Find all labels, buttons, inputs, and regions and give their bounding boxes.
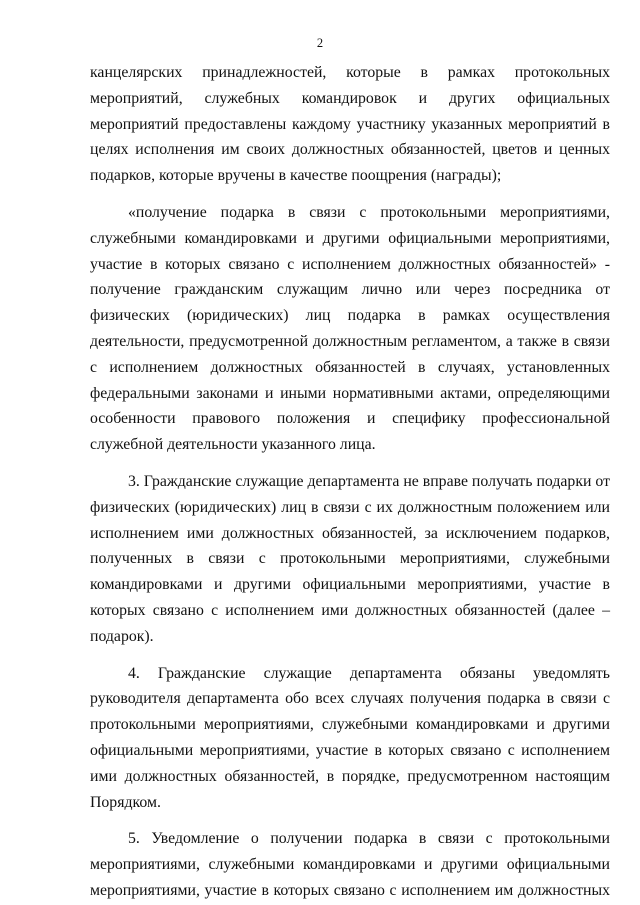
paragraph-3-prohibition: 3. Гражданские служащие департамента не вправе получать подарки от физических (юридических) лиц в связи с их должностным положением или исполнением ими должностных обязанностей, за исключением подарков, полученных в связи с протокольными мероприятиями, служебными командировками и другими официальными мероприятиями, участие в которых связано с исполнением ими должностных обязанностей (далее – подарок).: [90, 472, 610, 645]
paragraph-gift-exceptions-end: канцелярских принадлежностей, которые в рамках протокольных мероприятий, служебных командировок и других официальных мероприятий предоставлены каждому участнику указанных мероприятий в целях исполнения им своих должностных обязанностей, цветов и ценных подарков, которые вручены в качестве поощрения (награды);: [90, 64, 610, 185]
paragraph-5-notification: 5. Уведомление о получении подарка в связи с протокольными мероприятиями, служебными командировками и другими официальными мероприятиями, участие в которых связано с исполнением им должностных: [90, 830, 610, 899]
paragraph-4-notification-duty: 4. Гражданские служащие департамента обязаны уведомлять руководителя департамента обо всех случаях получения подарка в связи с протокольными мероприятиями, служебными командировками и другими официальными мероприятиями, участие в которых связано с исполнением ими должностных обязанностей, в порядке, предусмотренном настоящим Порядком.: [90, 664, 610, 811]
page-number: 2: [316, 36, 324, 50]
document-body: [90, 60, 610, 904]
paragraph-definition-receiving-gift: «получение подарка в связи с протокольными мероприятиями, служебными командировками и другими официальными мероприятиями, участие в которых связано с исполнением должностных обязанностей» - получение гражданским служащим лично или через посредника от физических (юридических) лиц подарка в рамках осуществления деятельности, предусмотренной должностным регламентом, а также в связи с исполнением должностных обязанностей в случаях, установленных федеральными законами и иными нормативными актами, определяющими особенности правового положения и специфику профессиональной служебной деятельности указанного лица.: [90, 203, 610, 454]
